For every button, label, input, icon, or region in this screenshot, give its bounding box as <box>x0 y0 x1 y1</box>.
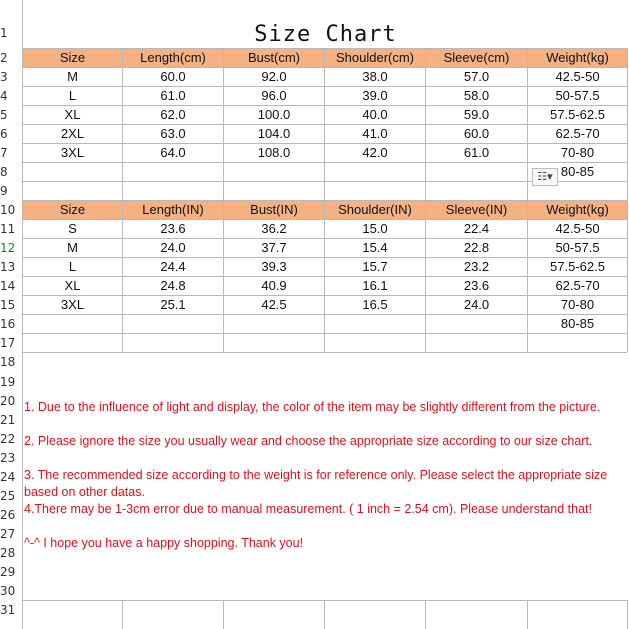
grid-vline <box>527 600 528 629</box>
grid-vline <box>223 600 224 629</box>
row-number[interactable]: 8 <box>0 165 8 179</box>
table-cell[interactable]: 16.5 <box>362 297 388 312</box>
sheet-title: Size Chart <box>254 22 397 47</box>
row-number[interactable]: 17 <box>0 336 16 350</box>
table-cell[interactable]: 80-85 <box>560 316 595 331</box>
grid-hline <box>22 352 627 353</box>
table-cell[interactable]: XL <box>64 278 81 293</box>
note-line: 4.There may be 1-3cm error due to manual measurement. ( 1 inch = 2.54 cm). Please understand that! <box>24 502 592 516</box>
table-cell[interactable]: 39.0 <box>362 88 388 103</box>
column-header[interactable]: Weight(kg) <box>528 201 627 219</box>
table-cell[interactable]: 59.0 <box>463 107 490 122</box>
table-cell[interactable]: 39.3 <box>261 259 287 274</box>
row-number[interactable]: 27 <box>0 527 16 541</box>
column-header[interactable]: Shoulder(cm) <box>325 49 425 67</box>
table-cell[interactable]: 42.5-50 <box>555 69 600 84</box>
row-number[interactable]: 23 <box>0 451 16 465</box>
table-cell[interactable]: 40.0 <box>362 107 388 122</box>
table-cell[interactable]: 42.0 <box>362 145 388 160</box>
table-cell[interactable]: 57.5-62.5 <box>550 259 605 274</box>
table-cell[interactable]: 41.0 <box>362 126 388 141</box>
table-cell[interactable]: 3XL <box>60 145 85 160</box>
table-cell[interactable]: 60.0 <box>160 69 186 84</box>
column-header[interactable]: Bust(IN) <box>224 201 324 219</box>
table-cell[interactable] <box>23 163 122 181</box>
table-cell[interactable]: 16.1 <box>362 278 388 293</box>
table-cell[interactable] <box>426 315 527 333</box>
paste-options-icon[interactable]: ☷▾ <box>532 168 558 186</box>
row-number[interactable]: 2 <box>0 51 8 65</box>
row-number[interactable]: 26 <box>0 508 16 522</box>
column-header[interactable]: Size <box>23 201 122 219</box>
table-cell[interactable] <box>426 163 527 181</box>
table-cell[interactable] <box>23 315 122 333</box>
table-cell[interactable]: 15.4 <box>362 240 388 255</box>
row-number[interactable]: 3 <box>0 70 8 84</box>
table-cell[interactable]: 108.0 <box>257 145 291 160</box>
table-cell[interactable]: XL <box>64 107 81 122</box>
row-number[interactable]: 5 <box>0 108 8 122</box>
grid-vline <box>324 600 325 629</box>
table-cell[interactable]: 24.0 <box>463 297 490 312</box>
note-line: ^-^ I hope you have a happy shopping. Thank you! <box>24 536 304 550</box>
table-cell[interactable]: 63.0 <box>160 126 186 141</box>
table-cell[interactable]: 24.8 <box>160 278 186 293</box>
table-cell[interactable]: M <box>67 240 78 255</box>
note-line: 1. Due to the influence of light and display, the color of the item may be slightly different from the picture. <box>24 400 601 414</box>
table-cell[interactable]: 24.4 <box>160 259 186 274</box>
row-number[interactable]: 18 <box>0 355 16 369</box>
row-number[interactable]: 16 <box>0 317 16 331</box>
table-cell[interactable]: 104.0 <box>257 126 291 141</box>
table-cell[interactable]: 22.8 <box>463 240 490 255</box>
table-cell[interactable]: 38.0 <box>362 69 388 84</box>
column-header[interactable]: Length(IN) <box>123 201 223 219</box>
table-cell[interactable]: 80-85 <box>560 164 595 179</box>
row-number[interactable]: 30 <box>0 584 16 598</box>
table-cell[interactable]: 62.5-70 <box>555 126 600 141</box>
table-cell[interactable]: 70-80 <box>560 297 595 312</box>
row-number[interactable]: 11 <box>0 222 16 236</box>
column-header[interactable]: Shoulder(IN) <box>325 201 425 219</box>
table-cell[interactable] <box>224 163 324 181</box>
row-number[interactable]: 19 <box>0 375 16 389</box>
column-header[interactable]: Sleeve(cm) <box>426 49 527 67</box>
table-cell[interactable]: 22.4 <box>463 221 490 236</box>
table-cell[interactable]: 50-57.5 <box>555 88 600 103</box>
grid-vline <box>627 600 628 629</box>
note-line: 2. Please ignore the size you usually wear and choose the appropriate size according to our size chart. <box>24 434 593 448</box>
table-cell[interactable]: 50-57.5 <box>555 240 600 255</box>
row-number[interactable]: 28 <box>0 546 16 560</box>
table-cell[interactable]: 23.6 <box>160 221 186 236</box>
note-line: 3. The recommended size according to the weight is for reference only. Please select the appropriate size based on other datas. <box>24 468 608 499</box>
column-header[interactable]: Bust(cm) <box>224 49 324 67</box>
row-number[interactable]: 6 <box>0 127 8 141</box>
table-cell[interactable]: 24.0 <box>160 240 186 255</box>
row-number[interactable]: 29 <box>0 565 16 579</box>
table-cell[interactable]: 96.0 <box>261 88 287 103</box>
table-cell[interactable]: 40.9 <box>261 278 287 293</box>
row-number[interactable]: 14 <box>0 279 16 293</box>
table-cell[interactable] <box>224 315 324 333</box>
table-cell[interactable]: 15.7 <box>362 259 388 274</box>
row-number[interactable]: 22 <box>0 432 16 446</box>
column-header[interactable]: Weight(kg) <box>528 49 627 67</box>
table-cell[interactable]: M <box>67 69 78 84</box>
table-cell[interactable]: 61.0 <box>463 145 490 160</box>
grid-vline <box>425 600 426 629</box>
row-number[interactable]: 4 <box>0 89 8 103</box>
table-cell[interactable]: S <box>68 221 77 236</box>
row-number[interactable]: 13 <box>0 260 16 274</box>
row-number[interactable]: 12 <box>0 241 16 255</box>
table-cell[interactable]: 57.0 <box>463 69 490 84</box>
table-cell[interactable]: 15.0 <box>362 221 388 236</box>
table-cell[interactable]: 58.0 <box>463 88 490 103</box>
grid-vline <box>627 48 628 352</box>
table-cell[interactable] <box>123 315 223 333</box>
column-header[interactable]: Length(cm) <box>123 49 223 67</box>
table-cell[interactable]: 37.7 <box>261 240 287 255</box>
table-cell[interactable]: 42.5 <box>261 297 287 312</box>
table-cell[interactable] <box>325 315 425 333</box>
table-cell[interactable]: 70-80 <box>560 145 595 160</box>
table-cell[interactable]: 62.5-70 <box>555 278 600 293</box>
row-number[interactable]: 31 <box>0 603 16 617</box>
table-cell[interactable]: 36.2 <box>261 221 287 236</box>
table-cell[interactable]: 100.0 <box>257 107 291 122</box>
table-cell[interactable] <box>325 163 425 181</box>
table-cell[interactable]: L <box>68 259 77 274</box>
table-cell[interactable]: 61.0 <box>160 88 186 103</box>
table-cell[interactable]: 57.5-62.5 <box>550 107 605 122</box>
table-cell[interactable]: 62.0 <box>160 107 186 122</box>
table-cell[interactable]: 92.0 <box>261 69 287 84</box>
column-header[interactable]: Sleeve(IN) <box>426 201 527 219</box>
grid-vline <box>122 600 123 629</box>
table-cell[interactable]: 23.2 <box>463 259 490 274</box>
table-cell[interactable]: 2XL <box>60 126 85 141</box>
row-number[interactable]: 1 <box>0 26 8 40</box>
row-number[interactable]: 21 <box>0 413 16 427</box>
table-cell[interactable]: 60.0 <box>463 126 490 141</box>
table-cell[interactable]: 42.5-50 <box>555 221 600 236</box>
row-number[interactable]: 20 <box>0 394 16 408</box>
row-number[interactable]: 7 <box>0 146 8 160</box>
table-cell[interactable]: 3XL <box>60 297 85 312</box>
table-cell[interactable]: L <box>68 88 77 103</box>
row-number[interactable]: 10 <box>0 203 16 217</box>
table-cell[interactable]: 25.1 <box>160 297 186 312</box>
row-number[interactable]: 25 <box>0 489 16 503</box>
table-cell[interactable]: 23.6 <box>463 278 490 293</box>
column-header[interactable]: Size <box>23 49 122 67</box>
row-number[interactable]: 15 <box>0 298 16 312</box>
row-number[interactable]: 24 <box>0 470 16 484</box>
table-cell[interactable] <box>123 163 223 181</box>
row-number[interactable]: 9 <box>0 184 8 198</box>
table-cell[interactable]: 64.0 <box>160 145 186 160</box>
